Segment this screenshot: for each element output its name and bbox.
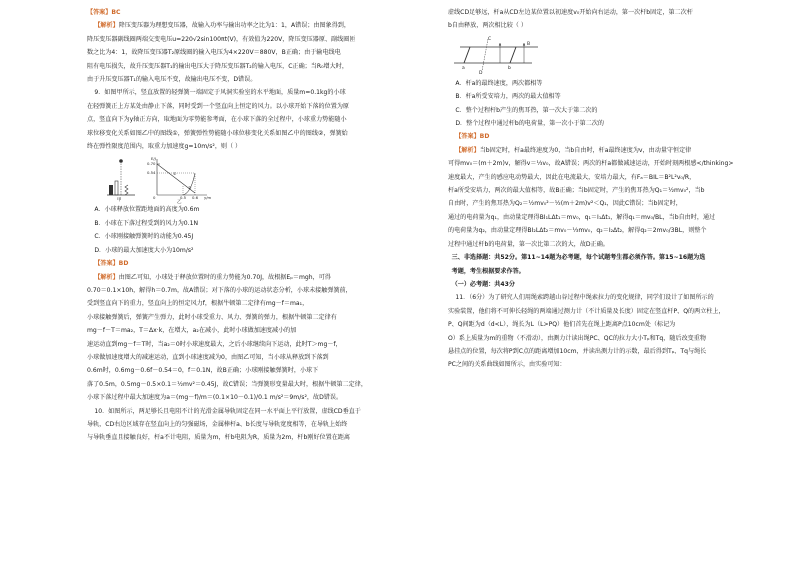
svg-text:y/m: y/m (204, 195, 212, 201)
q10-option-b: B．杆a所受安培力，两次的最大值相等 (455, 93, 561, 101)
section-3-subtitle: （一）必考题：共43分 (451, 280, 515, 288)
q10-option-d: D．整个过程中通过杆b的电荷量，第一次小于第二次的 (455, 120, 605, 128)
svg-text:0.70: 0.70 (147, 161, 156, 167)
q9-stem-line: 9．如图甲所示，竖直放置的轻弹簧一端固定于风洞实验室的水平地面，质量m=0.1kg的小球 (94, 89, 346, 97)
svg-text:D: D (479, 70, 483, 76)
q9-figure (87, 155, 237, 206)
svg-text:B: B (527, 41, 531, 47)
spring-diagram (107, 160, 135, 204)
energy-graph (147, 156, 212, 205)
section-3-title: 三、非选择题：共52分。第11~14题为必考题，每个试题考生都必须作答。第15~16题为选 (451, 254, 706, 262)
svg-text:E/J: E/J (151, 156, 156, 162)
q10-explanation: 【解析】当b固定时，杆a最终速度为0，当b自由时，杆a最终速度为v，由动量守恒定律 (455, 146, 692, 154)
svg-text:a: a (462, 65, 465, 71)
svg-text:0.5: 0.5 (180, 195, 187, 201)
right-column: 虚线CD足够远，杆a从CD左边某位置以初速度v₀开始向右运动，第一次杆b固定，第二次杆 b自由释放，两次相比较（ ） a b C D B A．杆a的最终速度，两次都相等 B．杆a所受安培力，两次的最大值相等 C．整个过程杆b产生的焦耳热，第一次大于第二次的 D．整个过程中通过杆b的电荷量，第一次小于第二次的 【答案】BD 【解析】当b固定时，杆a最终速度为0，当b自由时，杆a最终速度为v，由动量守恒定律 可得mv₀＝(m＋2m)v，解得v＝⅓v₀，故A错误；两次的杆a都做减速运动，开始时刻两根感</thinking> 速度最大，产生的感应电动势最大，因此在电流最大，安培力最大，有Fₐ＝BIL＝B²L²v₀/R， 杆a所受安培力，两次的最大值相等，故B正确；当b固定时，产生的焦耳热为Q₁＝½mv₀²，当b 自由时，产生的焦耳热为Q₂＝½mv₀²－½(m＋2m)v²＜Q₁，因此C错误；当b固定时， 通过的电荷量为q₁，由动量定理得BI₁LΔt₁＝mv₀，q₁＝I₁Δt₁，解得q₁＝mv₀/BL，当b自由时，通过 的电荷量为q₂，由动量定理得BI₂LΔt₂＝mv₀－⅓mv₀，q₂＝I₂Δt₂，解得q₂＝2mv₀/3BL，则整个 过程中通过杆b的电荷量，第一次比第二次的大，故D正确。 三、非选择题：共52分。第11~14题为必考题，每个试题考生都必须作答。第15~16题为选 考题，考生根据要求作答。 （一）必考题：共43分 11．（6分）为了研究人们用绳索跨越山谷过程中绳索拉力的变化规律，同学们设计了如图所示的 实验装置，他们将不可伸长轻绳的两端通过测力计（不计质量及长度）固定在竖直杆P、Q的两立柱上， P、Q间距为d（d<L），绳长为L（L>PQ）他们首先在绳上距离P点10cm处（标记为 O）系上质量为m的重物（不滑动），由测力计读出绳PC、QC的拉力大小Tₚ和Tq，随后改变重物 悬挂点的位置，每次将P到C点的距离增加10cm，并读出测力计的示数，最后得到Tₚ、Tq与绳长 PC之间的关系曲线如图所示，由实验可知： (448, 6, 750, 372)
svg-text:b: b (508, 65, 511, 71)
q9-option-b: B．小球在下落过程受到的风力为0.1N (94, 219, 199, 227)
svg-text:0.6: 0.6 (192, 195, 199, 201)
svg-text:0: 0 (153, 195, 156, 201)
svg-text:②: ② (188, 185, 192, 191)
q10-option-c: C．整个过程杆b产生的焦耳热，第一次大于第二次的 (455, 106, 598, 114)
q11-stem-line: 11．（6分）为了研究人们用绳索跨越山谷过程中绳索拉力的变化规律，同学们设计了如图所示的 (455, 294, 714, 302)
svg-text:C: C (488, 36, 492, 42)
q9-explanation: 【解析】由图乙可知，小球处于释放位置时的重力势能为0.70J，故根据Eₚ＝mgh，可得 (94, 273, 331, 281)
svg-text:①: ① (173, 171, 177, 177)
fig-label-yi: 乙 (177, 200, 182, 206)
q9-option-d: D．小球的最大加速度大小为10m/s² (94, 246, 194, 254)
q10-figure (448, 35, 548, 75)
q9-option-a: A．小球释放位置距地面的高度为0.6m (94, 206, 200, 214)
q8-answer: 【答案】BC (87, 9, 121, 16)
svg-text:0.54: 0.54 (147, 170, 156, 176)
q10-stem-line: 10．如图所示，两足够长且电阻不计的光滑金属导轨固定在同一水平面上平行放置，虚线CD垂直于 (94, 407, 361, 415)
left-column: 【答案】BC 【解析】降压变压器为理想变压器，故输入功率与输出功率之比为1：1，A错误；由图象得到， 降压变压器副线圈两端交变电压u=220√2sin100πt(V)，有效值为220V，降压变压器原、副线圈匝 数之比为4：1，故降压变压器T₂原线圈的输入电压为4×220V＝880V，B正确；由于输电线电 阻有电压损失，故升压变压器T₁的输出电压大于降压变压器T₂的输入电压，C正确；当R₀增大时， 由于升压变压器T₁的输入电压不变，故输出电压不变，D错误。 9．如图甲所示，竖直放置的轻弹簧一端固定于风洞实验室的水平地面，质量m=0.1kg的小球 在轻弹簧正上方某处由静止下落，同时受到一个竖直向上恒定的风力。以小球开始下落的位置为原 点，竖直向下为y轴正方向，取地面为零势能参考面，在小球下落的全过程中，小球重力势能随小 球位移变化关系如图乙中的图线①，弹簧弹性势能随小球位移变化关系如图乙中的图线②，弹簧始 终在弹性限度范围内，取重力加速度g=10m/s²，则（ ） 甲 E/J 0.70 0.54 0 0.5 0.6 y/m ① ② 乙 A．小球释放位置距地面的高度为0.6m B．小球在下落过程受到的风力为0.1N C．小球刚接触弹簧时的动能为0.45J D．小球的最大加速度大小为10m/s² 【答案】BD 【解析】由图乙可知，小球处于释放位置时的重力势能为0.70J，故根据Eₚ＝mgh，可得 0.70＝0.1×10h，解得h＝0.7m，故A错误；对下落的小球的运动状态分析，小球未接触弹簧前， 受到竖直向下的重力，竖直向上的恒定风力f，根据牛顿第二定律有mg－f＝ma₁， 小球接触弹簧后，弹簧产生弹力，此时小球受重力、风力、弹簧的弹力，根据牛顿第二定律有 mg－f－T＝ma₂，T＝Δx·k，在增大，a₂在减小，此时小球做加速度减小的加 速运动直到mg－f＝T时，当a₂＝0时小球速度最大，之后小球继续向下运动，此时T＞mg－f， 小球做加速度增大的减速运动，直到小球速度减为0，由图乙可知，当小球从释放到下落到 0.6m时，0.6mg－0.6f－0.54＝0，f＝0.1N，故B正确；小球刚接触弹簧时，小球下 落了0.5m，0.5mg－0.5×0.1＝½mv²＝0.45J，故C错误；当弹簧形变量最大时，根据牛顿第二定律， 小球下落过程中最大加速度为a＝(mg－f)/m＝(0.1×10－0.1)/0.1 m/s²＝9m/s²，故D错误。 10．如图所示，两足够长且电阻不计的光滑金属导轨固定在同一水平面上平行放置，虚线CD垂直于 导轨，CD右边区域存在竖直向上的匀强磁场，金属棒杆a、b长度与导轨宽度相等，在导轨上始终 与导轨垂直且接触良好，杆a不计电阻，质量为m，杆b电阻为R，质量为2m，杆b刚好位置在距离 (87, 6, 387, 445)
q8-explanation: 【解析】降压变压器为理想变压器，故输入功率与输出功率之比为1：1，A错误；由图象得到， (94, 22, 350, 30)
q9-answer: 【答案】BD (94, 260, 129, 268)
q10-answer: 【答案】BD (455, 133, 490, 141)
q10-option-a: A．杆a的最终速度，两次都相等 (455, 79, 543, 87)
q9-option-c: C．小球刚接触弹簧时的动能为0.45J (94, 233, 194, 241)
fig-label-jia: 甲 (117, 198, 122, 204)
